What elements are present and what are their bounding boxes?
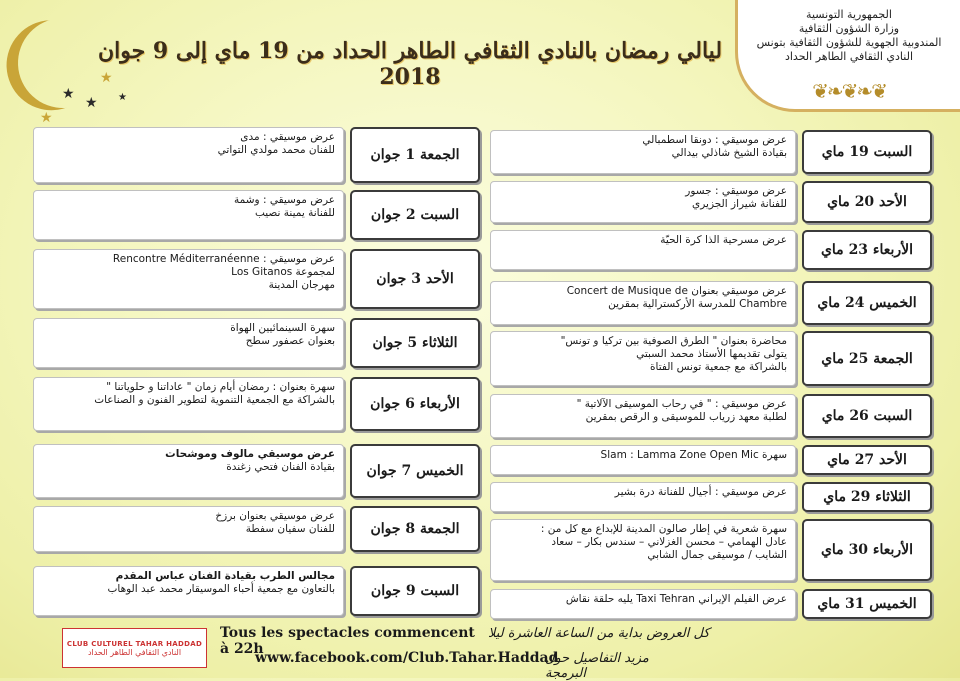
description-line: الشايب / موسيقى جمال الشابي bbox=[647, 549, 787, 561]
schedule-date: الخميس 7 جوان bbox=[350, 444, 480, 498]
star-icon: ★ bbox=[62, 86, 75, 102]
schedule-description bbox=[33, 318, 344, 368]
description-line: عادل الهمامي – محسن الغزلاني – سندس بكار – سعاد bbox=[551, 536, 787, 548]
schedule-description bbox=[490, 589, 796, 619]
description-line: مهرجان المدينة bbox=[268, 279, 335, 291]
schedule-description bbox=[490, 394, 796, 438]
description-line: لطلبة معهد زرياب للموسيقى و الرقص بمقرين bbox=[585, 411, 787, 423]
schedule-description bbox=[33, 190, 344, 240]
schedule-description bbox=[33, 444, 344, 498]
schedule-date: الأحد 20 ماي bbox=[802, 181, 932, 223]
club-logo-arabic: النادي الثقافي الطاهر الحداد bbox=[87, 647, 182, 657]
schedule-date: الأربعاء 23 ماي bbox=[802, 230, 932, 270]
description-line: سهرة بعنوان : رمضان أيام زمان " عاداتنا و حلوياتنا " bbox=[106, 381, 335, 393]
description-line: بالشراكة مع الجمعية التنموية لتطوير الفنون و الصناعات bbox=[94, 394, 335, 406]
schedule-date: السبت 2 جوان bbox=[350, 190, 480, 240]
description-line: عرض موسيقي : أجيال للفنانة درة بشير bbox=[614, 486, 787, 498]
emblem-line: النادي الثقافي الطاهر الحداد bbox=[784, 50, 914, 63]
ornament-icon: ❦❧❦❧❦ bbox=[812, 79, 886, 103]
schedule-description bbox=[490, 181, 796, 223]
schedule-description bbox=[490, 482, 796, 512]
schedule-date: الثلاثاء 5 جوان bbox=[350, 318, 480, 368]
schedule-date: الأربعاء 30 ماي bbox=[802, 519, 932, 581]
description-line: بعنوان عصفور سطح bbox=[245, 335, 335, 347]
details-note: مزيد التفاصيل حول البرمجة bbox=[545, 651, 649, 681]
description-line: بالتعاون مع جمعية أحباء الموسيقار محمد عبد الوهاب bbox=[107, 583, 335, 595]
schedule-date: الخميس 31 ماي bbox=[802, 589, 932, 619]
emblem-line: وزارة الشؤون الثقافية bbox=[798, 22, 900, 35]
description-line: عرض موسيقي : مدى bbox=[240, 131, 335, 143]
description-line: عرض الفيلم الإيراني Taxi Tehran يليه حلقة نقاش bbox=[565, 593, 787, 605]
description-line: عرض موسيقي مالوف وموشحات bbox=[165, 448, 335, 460]
schedule-date: الجمعة 1 جوان bbox=[350, 127, 480, 183]
description-line: لمجموعة Los Gitanos bbox=[231, 266, 335, 278]
club-logo bbox=[62, 628, 207, 668]
description-line: سهرة Slam : Lamma Zone Open Mic bbox=[600, 449, 787, 461]
star-icon: ★ bbox=[100, 70, 113, 86]
schedule-date: السبت 19 ماي bbox=[802, 130, 932, 174]
schedule-description bbox=[490, 519, 796, 581]
schedule-date: الثلاثاء 29 ماي bbox=[802, 482, 932, 512]
description-line: سهرة شعرية في إطار صالون المدينة للإبداع مع كل من : bbox=[540, 523, 787, 535]
description-line: للفنانة شيراز الجزيري bbox=[692, 198, 787, 210]
description-line: عرض موسيقي : Rencontre Méditerranéenne bbox=[112, 253, 335, 265]
description-line: يتولى تقديمها الأستاذ محمد السبتي bbox=[636, 348, 787, 360]
page-title: ليالي رمضان بالنادي الثقافي الطاهر الحداد من 19 ماي إلى 9 جوان 2018 bbox=[97, 38, 723, 90]
schedule-description bbox=[490, 130, 796, 174]
description-line: بالشراكة مع جمعية تونس الفتاة bbox=[650, 361, 787, 373]
schedule-date: الخميس 24 ماي bbox=[802, 281, 932, 325]
schedule-description bbox=[33, 566, 344, 616]
description-line: عرض موسيقي : " في رحاب الموسيقى الآلاتية " bbox=[576, 398, 787, 410]
schedule-description bbox=[33, 249, 344, 309]
description-line: Chambre للمدرسة الأركسترالية بمقرين bbox=[608, 298, 787, 310]
ministry-emblem bbox=[735, 0, 960, 112]
schedule-date: الجمعة 8 جوان bbox=[350, 506, 480, 552]
emblem-line: الجمهورية التونسية bbox=[806, 8, 892, 21]
description-line: محاضرة بعنوان " الطرق الصوفية بين تركيا و تونس" bbox=[560, 335, 787, 347]
star-icon: ★ bbox=[85, 95, 98, 111]
schedule-description bbox=[490, 331, 796, 386]
description-line: للفنان سفيان سفطة bbox=[245, 523, 335, 535]
club-logo-latin: CLUB CULTUREL TAHAR HADDAD bbox=[66, 639, 203, 648]
start-time-arabic: كل العروض بداية من الساعة العاشرة ليلا bbox=[488, 626, 710, 641]
description-line: عرض موسيقي بعنوان برزخ bbox=[215, 510, 335, 522]
description-line: بقيادة الفنان فتحي زغندة bbox=[226, 461, 335, 473]
star-icon: ★ bbox=[118, 92, 127, 103]
schedule-date: الأحد 27 ماي bbox=[802, 445, 932, 475]
schedule-description bbox=[33, 127, 344, 183]
star-icon: ★ bbox=[40, 110, 53, 126]
schedule-date: الجمعة 25 ماي bbox=[802, 331, 932, 386]
description-line: عرض موسيقي : جسور bbox=[685, 185, 787, 197]
schedule-date: السبت 9 جوان bbox=[350, 566, 480, 616]
description-line: للفنان محمد مولدي التواتي bbox=[217, 144, 335, 156]
schedule-date: الأربعاء 6 جوان bbox=[350, 377, 480, 431]
start-time-french: Tous les spectacles commencent à 22h bbox=[220, 625, 475, 657]
description-line: عرض موسيقي : وشمة bbox=[234, 194, 335, 206]
schedule-date: الأحد 3 جوان bbox=[350, 249, 480, 309]
schedule-description bbox=[33, 377, 344, 431]
facebook-link[interactable]: www.facebook.com/Club.Tahar.Haddad bbox=[255, 650, 559, 666]
description-line: عرض مسرحية الذا كرة الحيّة bbox=[660, 234, 787, 246]
description-line: مجالس الطرب بقيادة الفنان عباس المقدم bbox=[115, 570, 335, 582]
schedule-description bbox=[490, 445, 796, 475]
emblem-line: المندوبية الجهوية للشؤون الثقافية بتونس bbox=[756, 36, 942, 49]
description-line: سهرة السينمائيين الهواة bbox=[230, 322, 335, 334]
schedule-description bbox=[33, 506, 344, 552]
description-line: عرض موسيقي بعنوان Concert de Musique de bbox=[566, 285, 787, 297]
schedule-description bbox=[490, 230, 796, 270]
schedule-date: السبت 26 ماي bbox=[802, 394, 932, 438]
description-line: بقيادة الشيخ شاذلي بيدالي bbox=[671, 147, 787, 159]
description-line: عرض موسيقي : دونقا اسطمبالي bbox=[642, 134, 787, 146]
schedule-description bbox=[490, 281, 796, 325]
description-line: للفنانة يمينة نصيب bbox=[254, 207, 335, 219]
